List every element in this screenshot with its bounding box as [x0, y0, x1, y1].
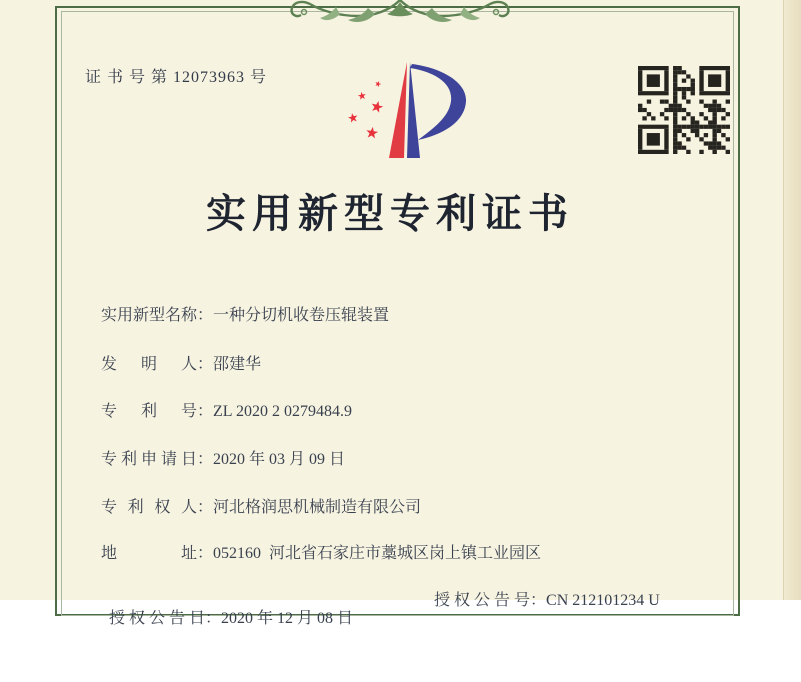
scan-page-edge — [783, 0, 801, 600]
field-colon: ： — [530, 592, 547, 609]
field-colon: ： — [197, 307, 214, 324]
field-colon: ： — [205, 610, 222, 627]
certificate-number: 证 书 号 第 12073963 号 — [85, 69, 268, 86]
field-colon: ： — [197, 356, 214, 373]
field-label: 专利申请日 — [101, 451, 197, 468]
qr-code-icon — [638, 66, 730, 154]
field-value: 2020 年 03 月 09 日 — [213, 451, 346, 468]
field-value: 河北格润思机械制造有限公司 — [213, 499, 422, 516]
field-value: 2020 年 12 月 08 日 — [221, 610, 354, 627]
floral-border-ornament-icon — [280, 0, 520, 28]
field-value: ZL 2020 2 0279484.9 — [213, 403, 352, 420]
page-title: 实用新型专利证书 — [206, 191, 574, 236]
field-label: 授权公告日 — [109, 610, 205, 627]
field-label: 专利号 — [101, 403, 197, 420]
field-value: 052160 河北省石家庄市藁城区岗上镇工业园区 — [213, 545, 542, 562]
field-colon: ： — [197, 451, 214, 468]
field-value: CN 212101234 U — [546, 592, 660, 609]
field-label: 发明人 — [101, 356, 197, 373]
field-value: 邵建华 — [213, 356, 262, 373]
field-colon: ： — [197, 499, 214, 516]
cnipa-patent-logo-icon — [335, 55, 475, 165]
field-colon: ： — [197, 403, 214, 420]
grant-date-pair — [85, 610, 353, 645]
field-label: 授权公告号 — [434, 592, 530, 609]
grant-number-pair — [410, 569, 660, 628]
field-colon: ： — [197, 545, 214, 562]
field-label: 专利权人 — [101, 499, 197, 516]
field-value: 一种分切机收卷压辊装置 — [213, 307, 390, 324]
field-grant-row — [85, 569, 660, 682]
field-label: 地址 — [101, 545, 197, 562]
field-label: 实用新型名称 — [101, 307, 198, 324]
